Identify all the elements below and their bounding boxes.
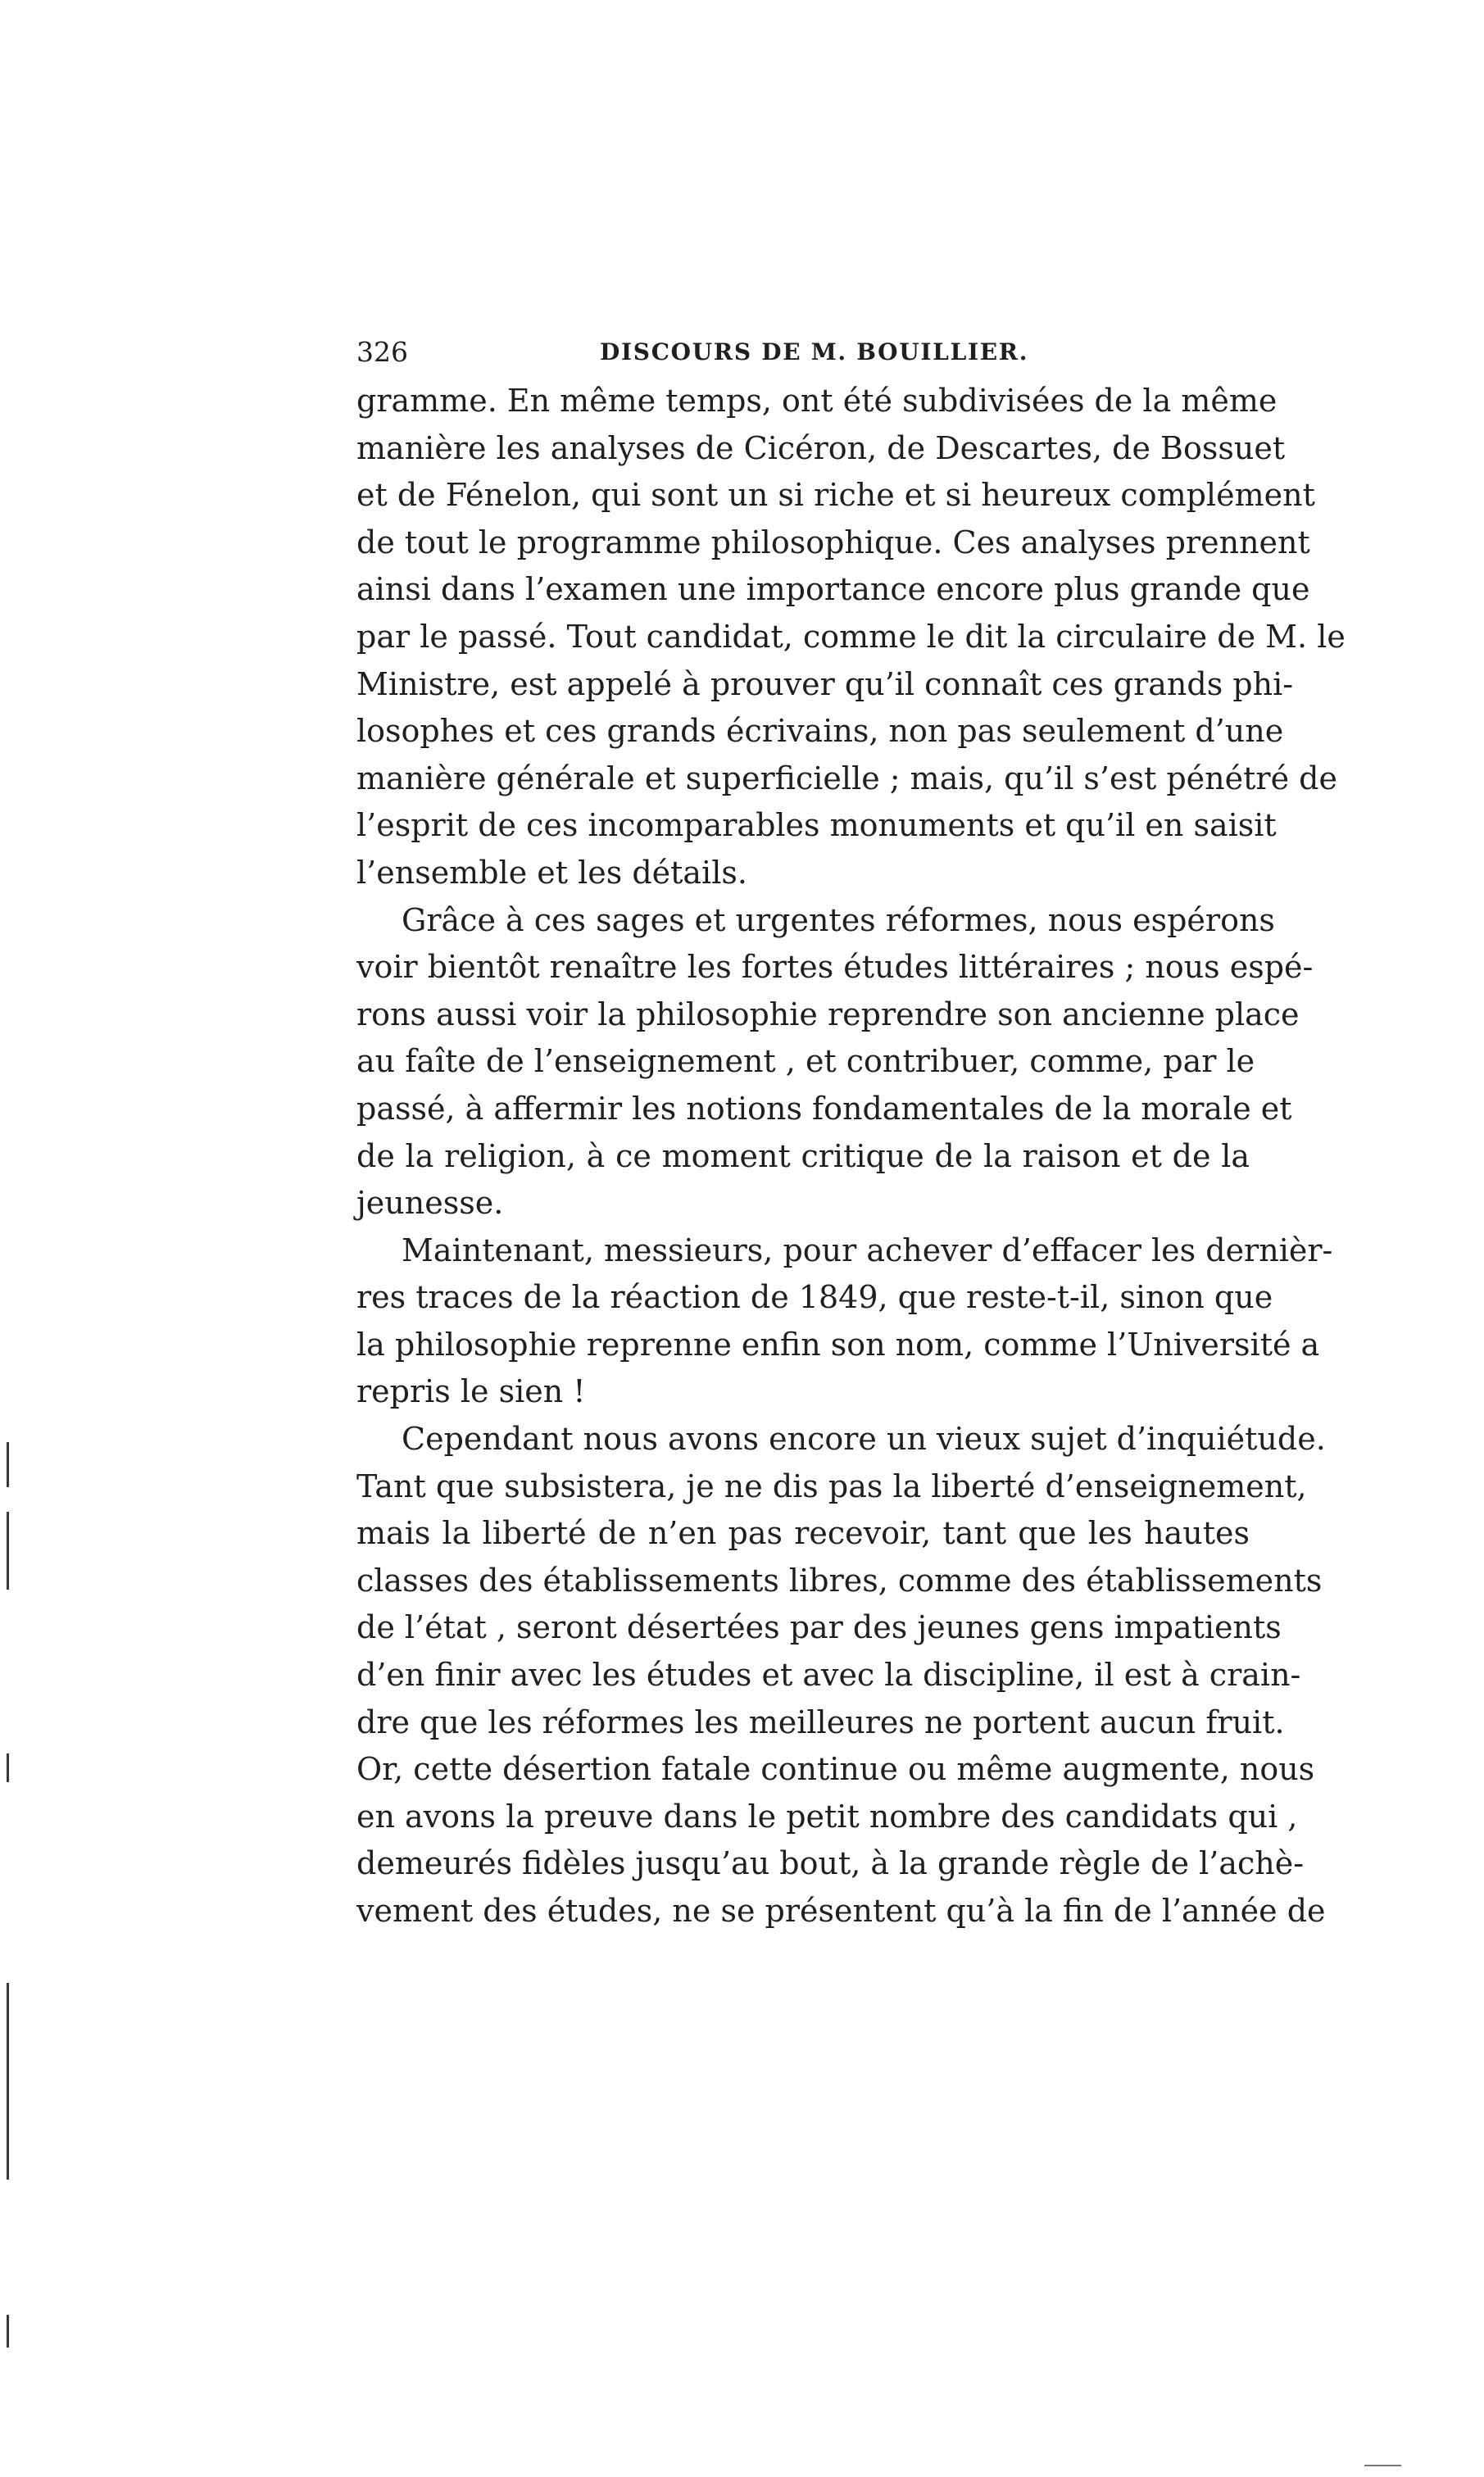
text-line: l’esprit de ces incomparables monuments et qu’il en saisit xyxy=(356,807,1277,844)
text-line: Grâce à ces sages et urgentes réformes, nous espérons xyxy=(402,901,1275,938)
text-line: en avons la preuve dans le petit nombre des candidats qui , xyxy=(356,1798,1298,1835)
paragraph-2 xyxy=(356,897,1314,1227)
body-text xyxy=(356,378,1346,1935)
text-line: demeurés fidèles jusqu’au bout, à la grande règle de l’achè- xyxy=(356,1845,1305,1882)
page-number: 326 xyxy=(356,336,408,368)
text-line: jeunesse. xyxy=(356,1185,504,1222)
text-line: par le passé. Tout candidat, comme le dit la circulaire de M. le xyxy=(356,618,1346,655)
text-line: repris le sien ! xyxy=(356,1373,586,1410)
text-line: passé, à affermir les notions fondamentales de la morale et xyxy=(356,1090,1292,1127)
text-line: rons aussi voir la philosophie reprendre son ancienne place xyxy=(356,996,1300,1032)
text-line: dre que les réformes les meilleures ne portent aucun fruit. xyxy=(356,1704,1285,1740)
text-line: Tant que subsistera, je ne dis pas la liberté d’enseignement, xyxy=(356,1468,1307,1504)
text-line: vement des études, ne se présentent qu’à la fin de l’année de xyxy=(356,1893,1326,1929)
text-line: Or, cette désertion fatale continue ou même augmente, nous xyxy=(356,1751,1315,1788)
text-line: au faîte de l’enseignement , et contribuer, comme, par le xyxy=(356,1043,1255,1080)
paragraph-4 xyxy=(356,1416,1326,1935)
page-header xyxy=(356,332,1258,373)
text-line: manière générale et superficielle ; mais, qu’il s’est pénétré de xyxy=(356,760,1337,796)
paragraph-1 xyxy=(356,378,1346,897)
text-line: d’en finir avec les études et avec la discipline, il est à crain- xyxy=(356,1657,1301,1694)
scan-bottom-rule xyxy=(1364,2465,1401,2466)
text-line: mais la liberté de n’en pas recevoir, tant que les hautes xyxy=(356,1515,1250,1552)
scan-edge-mark xyxy=(7,1512,9,1590)
text-line: Maintenant, messieurs, pour achever d’effacer les dernièr- xyxy=(402,1232,1333,1268)
text-line: la philosophie reprenne enfin son nom, comme l’Université a xyxy=(356,1326,1320,1363)
text-line: de la religion, à ce moment critique de la raison et de la xyxy=(356,1137,1250,1174)
text-line: de l’état , seront désertées par des jeunes gens impatients xyxy=(356,1609,1282,1646)
text-line: manière les analyses de Cicéron, de Descartes, de Bossuet xyxy=(356,429,1286,466)
scan-edge-mark xyxy=(7,2315,9,2348)
scan-edge-mark xyxy=(7,1442,9,1487)
text-line: Cependant nous avons encore un vieux sujet d’inquiétude. xyxy=(402,1421,1326,1458)
running-head: DISCOURS DE M. BOUILLIER. xyxy=(600,338,1029,365)
text-line: ainsi dans l’examen une importance encore plus grande que xyxy=(356,571,1310,608)
text-line: Ministre, est appelé à prouver qu’il connaît ces grands phi- xyxy=(356,665,1294,702)
text-line: classes des établissements libres, comme des établissements xyxy=(356,1562,1323,1599)
paragraph-3 xyxy=(356,1227,1333,1416)
scan-edge-mark xyxy=(7,1753,9,1782)
scan-edge-mark xyxy=(7,2048,9,2180)
text-line: res traces de la réaction de 1849, que reste-t-il, sinon que xyxy=(356,1279,1273,1316)
text-line: de tout le programme philosophique. Ces analyses prennent xyxy=(356,524,1310,560)
text-line: gramme. En même temps, ont été subdivisées de la même xyxy=(356,383,1278,419)
text-line: losophes et ces grands écrivains, non pas seulement d’une xyxy=(356,713,1284,750)
text-line: voir bientôt renaître les fortes études littéraires ; nous espé- xyxy=(356,949,1314,986)
text-line: l’ensemble et les détails. xyxy=(356,854,747,891)
text-line: et de Fénelon, qui sont un si riche et si heureux complément xyxy=(356,477,1315,514)
